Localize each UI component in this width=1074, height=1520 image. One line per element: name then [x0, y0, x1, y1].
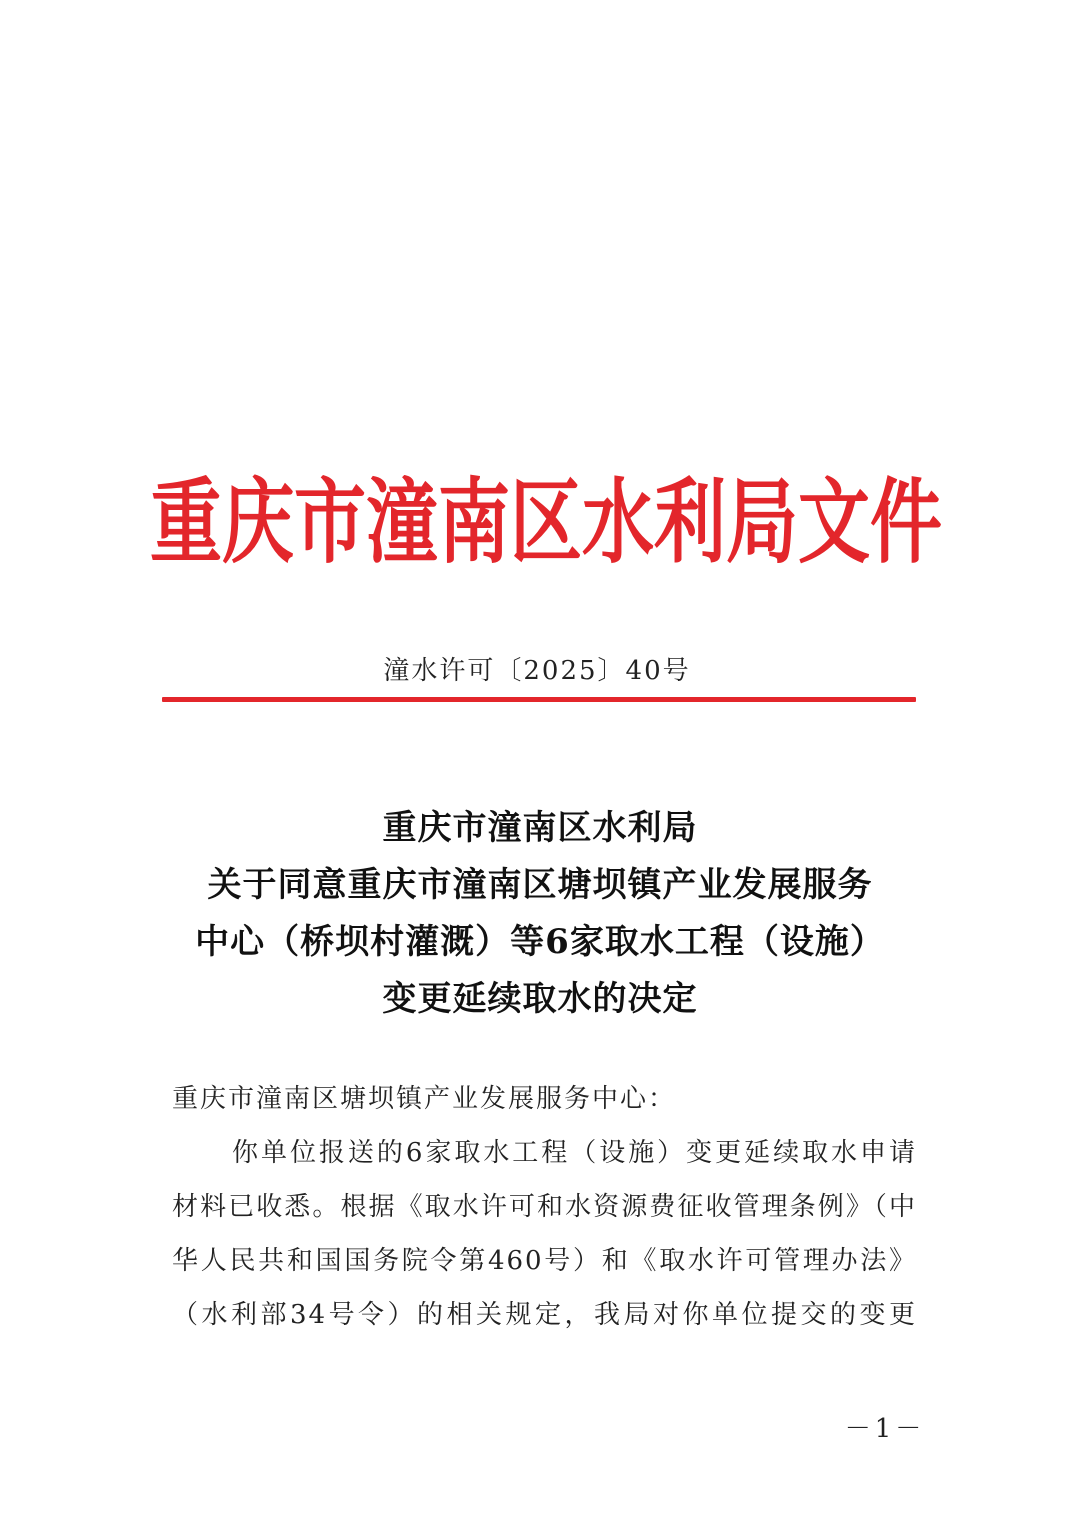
title-line: 重庆市潼南区水利局 — [382, 808, 698, 848]
paragraph-line: （水利部34号令）的相关规定，我局对你单位提交的变更 — [172, 1300, 917, 1330]
page-number: －1－ — [844, 1414, 926, 1444]
salutation: 重庆市潼南区塘坝镇产业发展服务中心： — [172, 1084, 677, 1114]
title-line: 变更延续取水的决定 — [382, 979, 698, 1019]
document-title — [150, 800, 930, 1028]
paragraph-line: 材料已收悉。根据《取水许可和水资源费征收管理条例》（中 — [172, 1192, 917, 1222]
document-masthead: 重庆市潼南区水利局文件 — [150, 468, 943, 576]
paragraph-line: 华人民共和国国务院令第460号）和《取水许可管理办法》 — [172, 1246, 917, 1276]
title-line: 中心（桥坝村灌溉）等6家取水工程（设施） — [195, 922, 885, 962]
title-line: 关于同意重庆市潼南区塘坝镇产业发展服务 — [207, 865, 873, 905]
document-number: 潼水许可〔2025〕40号 — [383, 656, 691, 686]
document-body — [172, 1074, 917, 1344]
paragraph-line: 你单位报送的6家取水工程（设施）变更延续取水申请 — [232, 1138, 917, 1168]
red-divider-line — [162, 697, 916, 702]
